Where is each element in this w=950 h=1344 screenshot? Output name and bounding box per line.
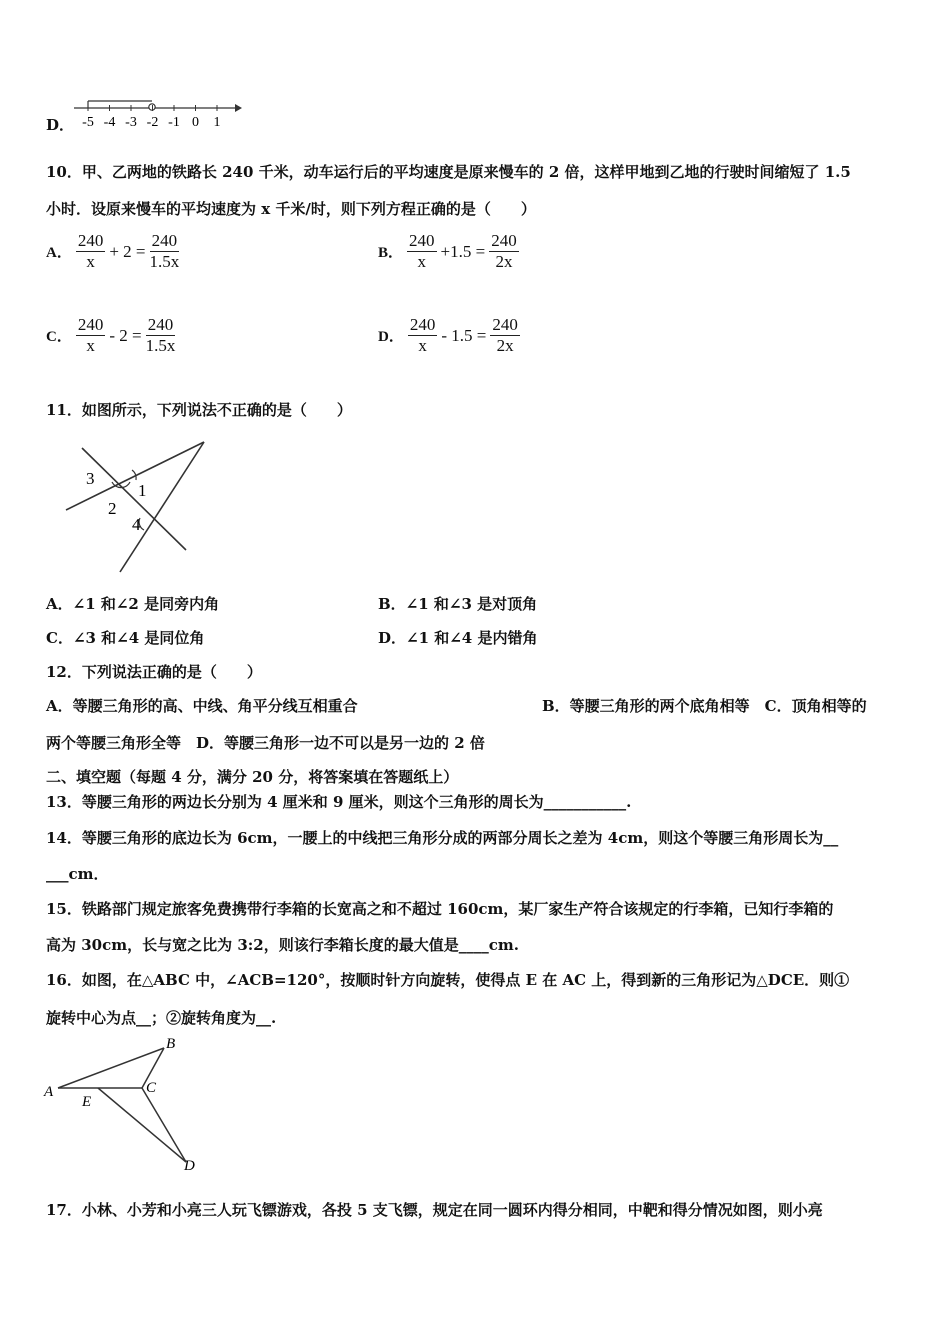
q15-line1: 15．铁路部门规定旅客免费携带行李箱的长宽高之和不超过 160cm，某厂家生产符合该规定的行李箱，已知行李箱的: [46, 900, 834, 918]
q16-rotation-triangle-figure: [40, 1034, 210, 1174]
section-2-heading: 二、填空题（每题 4 分，满分 20 分，将答案填在答题纸上）: [46, 768, 459, 786]
q12-option-b-c: B．等腰三角形的两个底角相等 C．顶角相等的: [542, 697, 867, 715]
point-label-a: A: [44, 1084, 54, 1100]
point-label-e: E: [82, 1094, 92, 1110]
tick-label: -4: [103, 115, 116, 130]
q11-option-c: C．∠3 和∠4 是同位角: [46, 629, 205, 647]
q12-line3: 两个等腰三角形全等 D．等腰三角形一边不可以是另一边的 2 倍: [46, 734, 485, 752]
q12-option-a: A．等腰三角形的高、中线、角平分线互相重合: [46, 697, 358, 715]
point-label-d: D: [184, 1158, 195, 1174]
q13-stem: 13．等腰三角形的两边长分别为 4 厘米和 9 厘米，则这个三角形的周长为___________.: [46, 793, 632, 811]
segment-cd: [142, 1088, 186, 1162]
line-lower: [82, 448, 186, 550]
angle-label-4: 4: [132, 515, 141, 534]
q10-option-d: D． $\frac{240}{x}$ - 1.5 = $\frac{240}{2x}$: [378, 315, 518, 355]
q11-option-d: D．∠1 和∠4 是内错角: [378, 629, 538, 647]
tick-label: -5: [82, 115, 94, 130]
angle-label-2: 2: [108, 499, 117, 518]
q12-stem: 12．下列说法正确的是（ ）: [46, 663, 262, 681]
angle-label-3: 3: [86, 469, 95, 488]
q17-stem: 17．小林、小芳和小亮三人玩飞镖游戏，各投 5 支飞镖，规定在同一圆环内得分相同，中靶和得分情况如图，则小亮: [46, 1201, 823, 1219]
q11-intersecting-lines-figure: [58, 438, 208, 576]
segment-ed: [98, 1088, 186, 1162]
q10-option-c: C． $\frac{240}{x}$ - 2 = $\frac{240}{1.5x}$: [46, 315, 176, 355]
tick-label: -1: [168, 115, 180, 130]
tick-label: -3: [125, 115, 137, 130]
q10-option-a: A． $\frac{240}{x}$ + 2 = $\frac{240}{1.5x}$: [46, 231, 180, 271]
point-label-c: C: [146, 1080, 157, 1096]
q11-option-b: B．∠1 和∠3 是对顶角: [378, 595, 538, 613]
q9-number-line: [70, 96, 245, 130]
angle-label-1: 1: [138, 481, 147, 500]
tick-label: 1: [213, 115, 221, 130]
angle-arc-1: [132, 470, 136, 480]
q15-line2: 高为 30cm，长与宽之比为 3:2，则该行李箱长度的最大值是____cm.: [46, 936, 519, 954]
q10-option-b: B． $\frac{240}{x}$ +1.5 = $\frac{240}{2x}$: [378, 231, 517, 271]
q11-stem: 11．如图所示，下列说法不正确的是（ ）: [46, 401, 352, 419]
q14-line1: 14．等腰三角形的底边长为 6cm，一腰上的中线把三角形分成的两部分周长之差为 4cm，则这个等腰三角形周长为__: [46, 829, 839, 847]
q16-line2: 旋转中心为点__；②旋转角度为__.: [46, 1009, 277, 1027]
q9-option-d-label: D．: [46, 116, 75, 134]
q16-line1: 16．如图，在△ABC 中，∠ACB=120°，按顺时针方向旋转，使得点 E 在 AC 上，得到新的三角形记为△DCE．则①: [46, 971, 850, 989]
q11-option-a: A．∠1 和∠2 是同旁内角: [46, 595, 220, 613]
q10-stem-line1: 10．甲、乙两地的铁路长 240 千米，动车运行后的平均速度是原来慢车的 2 倍，这样甲地到乙地的行驶时间缩短了 1.5: [46, 163, 851, 181]
q10-stem-line2: 小时．设原来慢车的平均速度为 x 千米/时，则下列方程正确的是（ ）: [46, 200, 536, 218]
point-label-b: B: [166, 1036, 176, 1052]
q14-line2: ___cm．: [46, 865, 109, 883]
tick-label: 0: [192, 115, 199, 130]
number-line-arrow: [235, 104, 242, 112]
transversal: [120, 442, 204, 572]
tick-label: -2: [146, 115, 159, 130]
